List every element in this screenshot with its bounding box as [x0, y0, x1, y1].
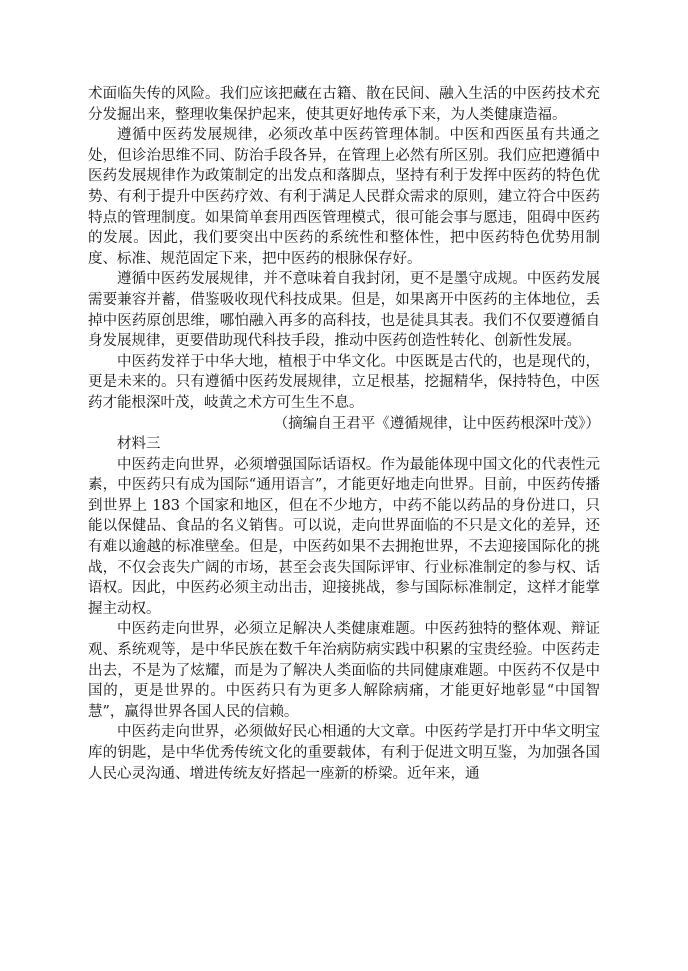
material-heading: 材料三 — [117, 436, 161, 453]
paragraph-people-connection: 中医药走向世界，必须做好民心相通的大文章。中医药学是打开中华文明宝库的钥匙，是中华优秀传统文化的重要载体，有利于促进文明互鉴，为加强各国人民心灵沟通、增进传统友好搭起一座新的桥梁。近年来，通 — [88, 724, 600, 782]
source-citation: （摘编自王君平《遵循规律，让中医药根深叶茂》） — [273, 415, 600, 432]
paragraph-management-reform: 遵循中医药发展规律，必须改革中医药管理体制。中医和西医虽有共通之处，但诊治思维不同、防治手段各异，在管理上必然有所区别。我们应把遵循中医药发展规律作为政策制定的出发点和落脚点，坚持有利于发挥中医药的特色优势、有利于提升中医药疗效、有利于满足人民群众需求的原则，建立符合中医药特点的管理制度。如果简单套用西医管理模式，很可能会事与愿违，阻碍中医药的发展。因此，我们要突出中医药的系统性和整体性，把中医药特色优势用制度、标准、规范固定下来，把中医药的根脉保存好。 — [88, 127, 600, 267]
document-page — [88, 84, 600, 784]
paragraph-discourse-power: 中医药走向世界，必须增强国际话语权。作为最能体现中国文化的代表性元素，中医药只有成为国际“通用语言”，才能更好地走向世界。目前，中医药传播到世界上 183 个国家和地区，但在不少地方，中药不能以药品的身份进口，只能以保健品、食品的名义销售。可以说，走向世界面临的不只是文化的差异，还有难以逾越的标准壁垒。但是，中医药如果不去拥抱世界，不去迎接国际化的挑战，不仅会丧失广阔的市场，甚至会丧失国际评审、行业标准制定的参与权、话语权。因此，中医药必须主动出击，迎接挑战，参与国际标准制定，这样才能掌握主动权。 — [88, 456, 600, 617]
paragraph-health-problems: 中医药走向世界，必须立足解决人类健康难题。中医药独特的整体观、辩证观、系统观等，是中华民族在数千年治病防病实践中积累的宝贵经验。中医药走出去，不是为了炫耀，而是为了解决人类面临的共同健康难题。中医药不仅是中国的，更是世界的。中医药只有为更多人解除病痛，才能更好地彰显“中国智慧”，赢得世界各国人民的信赖。 — [88, 621, 600, 720]
paragraph-chinese-culture: 中医药发祥于中华大地，植根于中华文化。中医既是古代的，也是现代的，更是未来的。只有遵循中医药发展规律，立足根基，挖掘精华，保持特色，中医药才能根深叶茂，岐黄之术方可生生不息。 — [88, 353, 600, 411]
paragraph-continued: 术面临失传的风险。我们应该把藏在古籍、散在民间、融入生活的中医药技术充分发掘出来，整理收集保护起来，使其更好地传承下来，为人类健康造福。 — [88, 86, 600, 123]
paragraph-modern-technology: 遵循中医药发展规律，并不意味着自我封闭，更不是墨守成规。中医药发展需要兼容并蓄，借鉴吸收现代科技成果。但是，如果离开中医药的主体地位，丢掉中医药原创思维，哪怕融入再多的高科技，也是徒具其表。我们不仅要遵循自身发展规律，更要借助现代科技手段，推动中医药创造性转化、创新性发展。 — [88, 271, 600, 350]
